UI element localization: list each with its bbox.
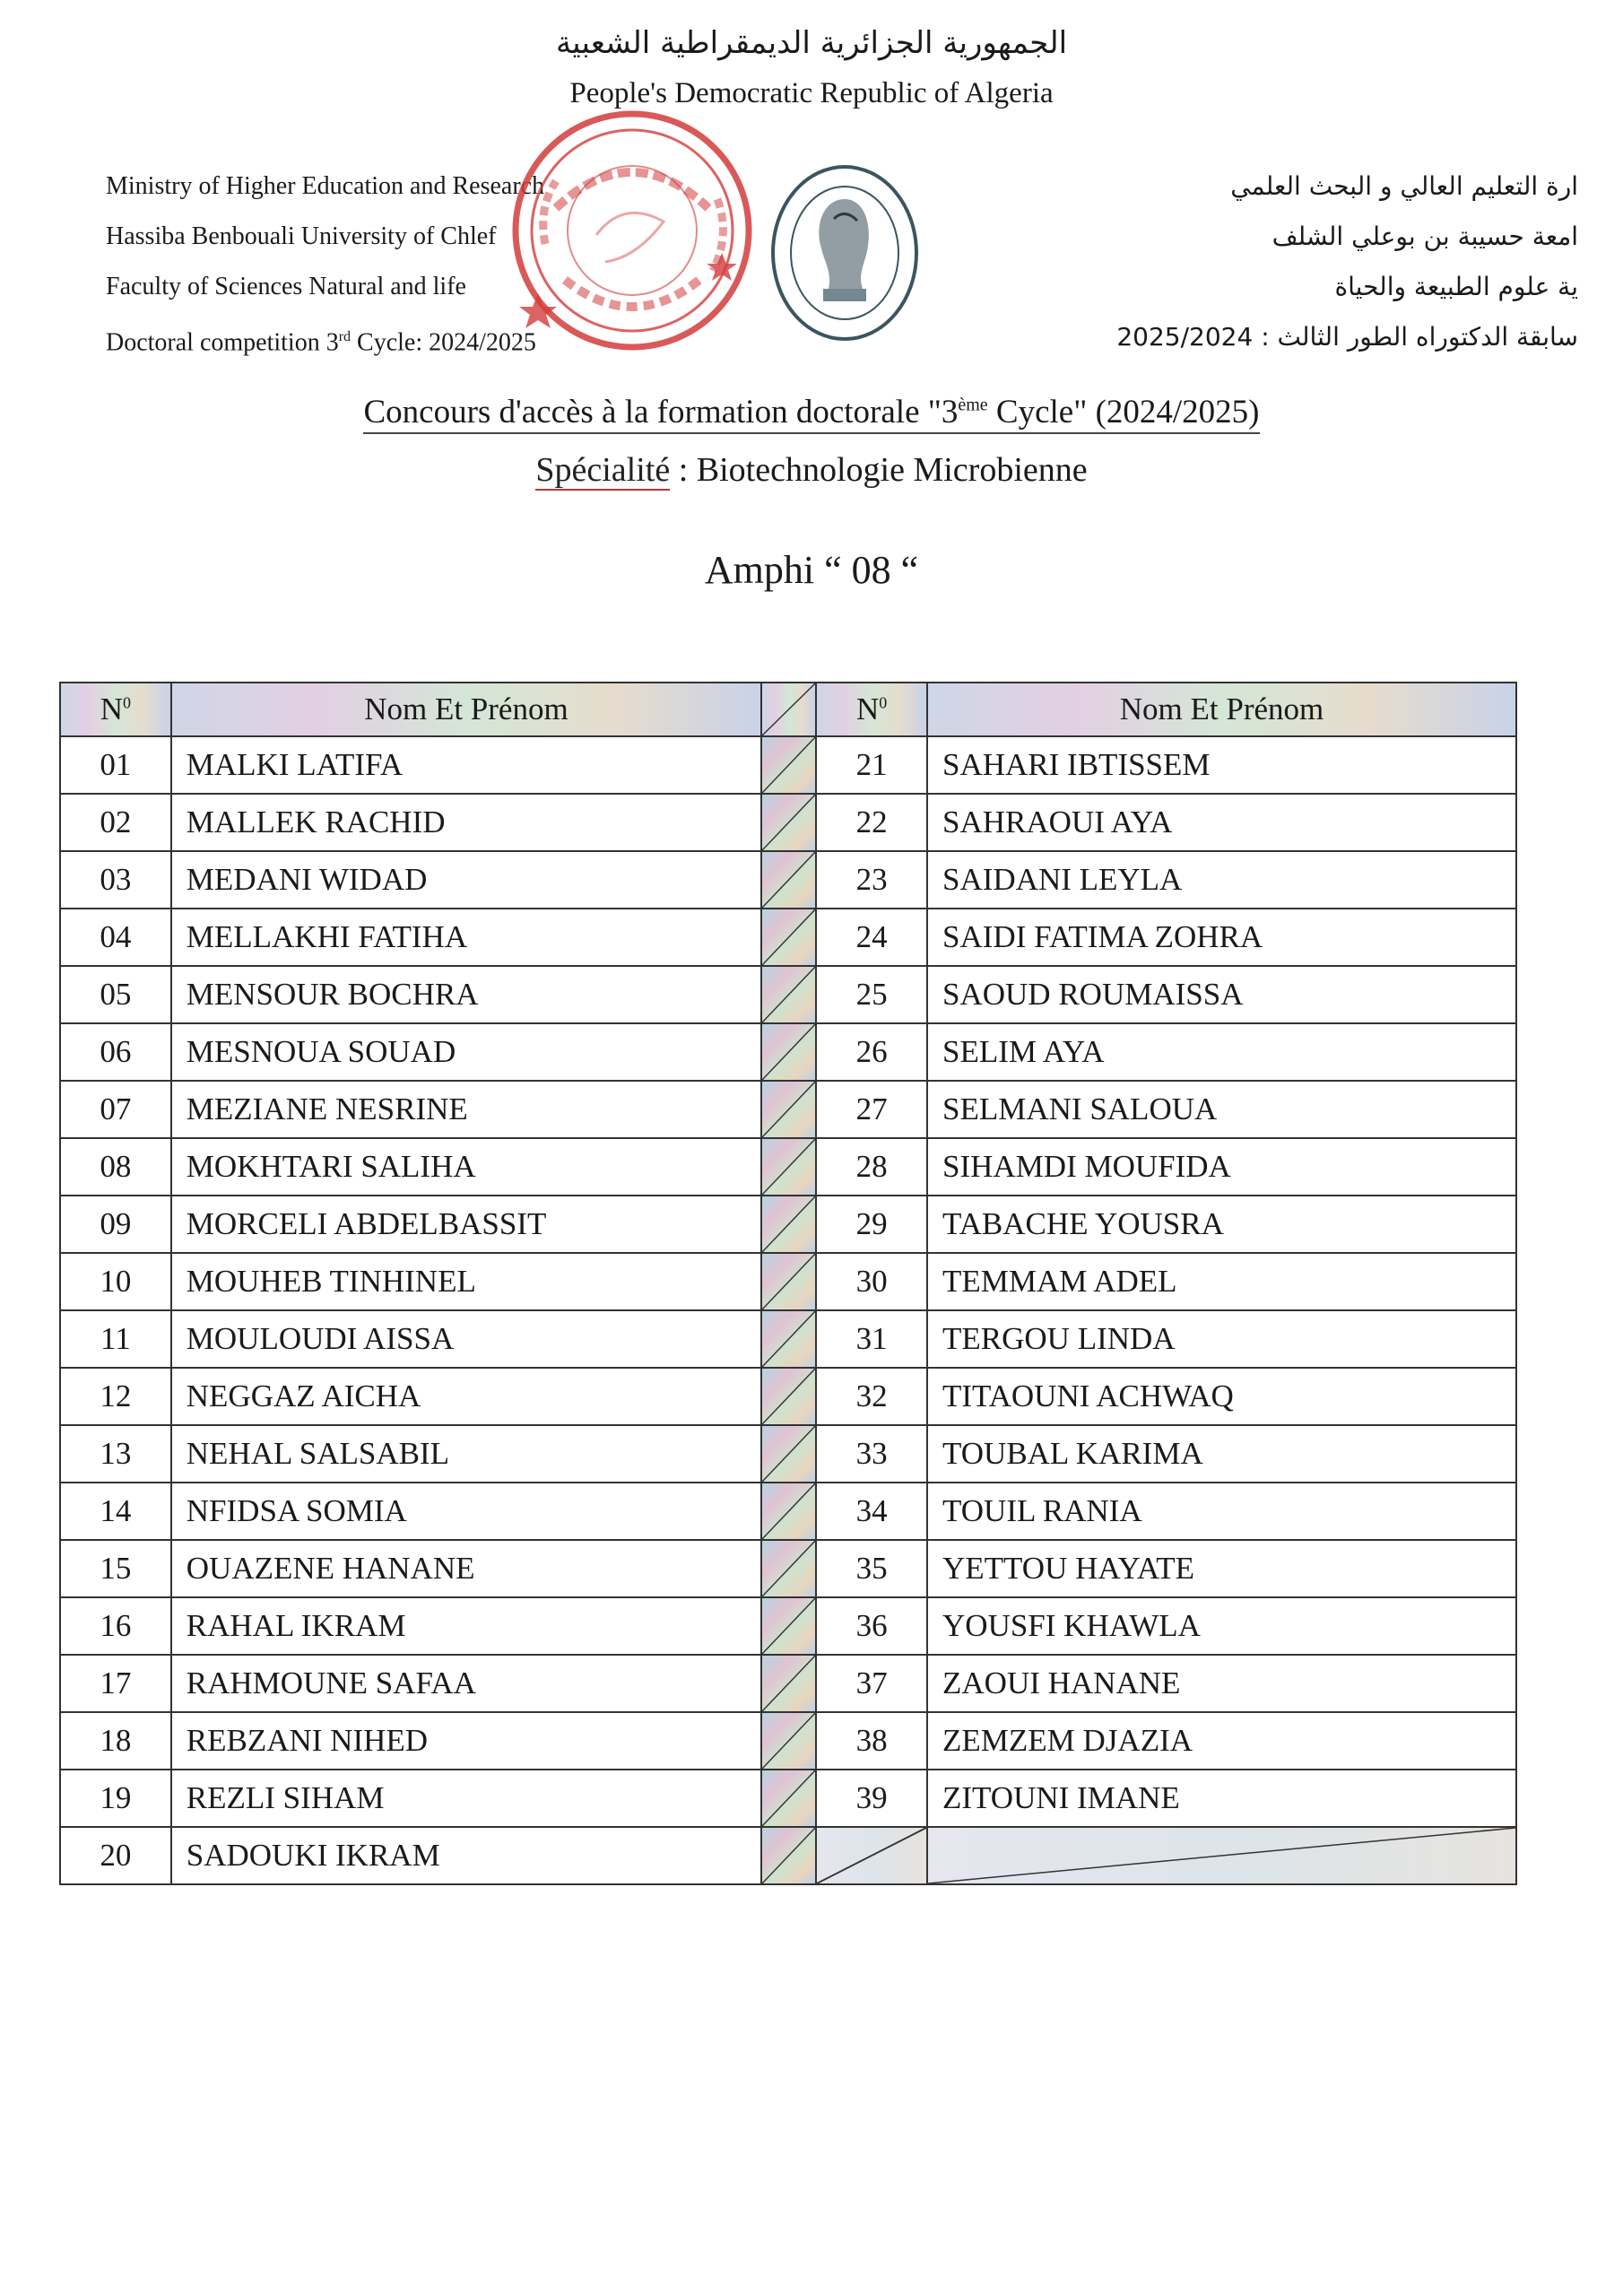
separator-cell	[761, 909, 816, 966]
separator-cell	[761, 1540, 816, 1597]
candidate-name: MOKHTARI SALIHA	[171, 1138, 761, 1196]
faculty-line: Faculty of Sciences Natural and life	[106, 273, 466, 300]
candidate-number: 01	[60, 736, 171, 794]
candidate-name: YOUSFI KHAWLA	[927, 1597, 1516, 1655]
candidate-number: 13	[60, 1425, 171, 1483]
separator-cell	[761, 736, 816, 794]
candidate-number: 24	[816, 909, 927, 966]
separator-cell	[761, 1023, 816, 1081]
title-before: Concours d'accès à la formation doctorale "3	[363, 394, 959, 430]
candidate-name: ZEMZEM DJAZIA	[927, 1712, 1516, 1770]
separator-cell	[761, 1081, 816, 1138]
separator-cell	[761, 1138, 816, 1196]
separator-cell	[761, 1655, 816, 1712]
candidates-table	[59, 682, 1517, 1885]
candidate-number: 03	[60, 851, 171, 909]
col-header-no-left: $N^0$	[60, 683, 171, 736]
separator-cell	[761, 1368, 816, 1425]
candidate-number: 35	[816, 1540, 927, 1597]
candidate-name: SAHRAOUI AYA	[927, 794, 1516, 851]
separator-cell	[761, 1483, 816, 1540]
candidate-name: TOUBAL KARIMA	[927, 1425, 1516, 1483]
title-sup: ème	[958, 395, 988, 415]
candidate-name: MESNOUA SOUAD	[171, 1023, 761, 1081]
table-row	[60, 1081, 1516, 1138]
candidate-number: 39	[816, 1770, 927, 1827]
candidate-name: NEGGAZ AICHA	[171, 1368, 761, 1425]
table-row	[60, 1827, 1516, 1884]
candidate-number: 12	[60, 1368, 171, 1425]
candidate-number: 23	[816, 851, 927, 909]
separator-cell	[761, 1770, 816, 1827]
separator-cell	[761, 1253, 816, 1310]
separator-cell	[761, 794, 816, 851]
candidate-name: SADOUKI IKRAM	[171, 1827, 761, 1884]
table-row	[60, 1597, 1516, 1655]
competition-title	[0, 393, 1623, 431]
arabic-republic-title: الجمهورية الجزائرية الديمقراطية الشعبية	[555, 25, 1068, 61]
candidate-number: 26	[816, 1023, 927, 1081]
table-row	[60, 1425, 1516, 1483]
separator-cell	[761, 1597, 816, 1655]
separator-cell	[761, 1827, 816, 1884]
candidate-name: MALKI LATIFA	[171, 736, 761, 794]
candidate-number: 21	[816, 736, 927, 794]
candidate-name: OUAZENE HANANE	[171, 1540, 761, 1597]
english-republic-title: People's Democratic Republic of Algeria	[569, 77, 1054, 109]
candidate-name: NEHAL SALSABIL	[171, 1425, 761, 1483]
candidate-name: SELMANI SALOUA	[927, 1081, 1516, 1138]
candidate-number: 20	[60, 1827, 171, 1884]
table-row	[60, 1483, 1516, 1540]
col-header-name-right: Nom Et Prénom	[927, 683, 1516, 736]
candidate-number: 09	[60, 1196, 171, 1253]
candidate-name: MELLAKHI FATIHA	[171, 909, 761, 966]
candidate-number: 33	[816, 1425, 927, 1483]
competition-line-ar: سابقة الدكتوراه الطور الثالث : 2025/2024	[1116, 322, 1578, 352]
right-header-block	[1116, 161, 1578, 362]
room-title: Amphi “ 08 “	[704, 548, 919, 592]
candidate-name: ZITOUNI IMANE	[927, 1770, 1516, 1827]
candidate-number: 08	[60, 1138, 171, 1196]
ministry-line: Ministry of Higher Education and Research	[106, 172, 545, 200]
candidate-name: MENSOUR BOCHRA	[171, 966, 761, 1023]
table-row	[60, 1138, 1516, 1196]
candidate-name: RAHMOUNE SAFAA	[171, 1655, 761, 1712]
title-after: Cycle" (2024/2025)	[987, 394, 1260, 430]
university-seal-stamp	[502, 100, 762, 361]
speciality-label: Spécialité	[535, 451, 671, 489]
candidate-number: 30	[816, 1253, 927, 1310]
separator-cell	[761, 1425, 816, 1483]
candidate-number: 16	[60, 1597, 171, 1655]
table-row	[60, 1196, 1516, 1253]
table-row	[60, 909, 1516, 966]
table-row	[60, 1540, 1516, 1597]
table-row	[60, 736, 1516, 794]
faculty-line-ar: ية علوم الطبيعة والحياة	[1334, 272, 1578, 301]
candidate-name: RAHAL IKRAM	[171, 1597, 761, 1655]
table-row	[60, 1023, 1516, 1081]
speciality-line	[0, 450, 1623, 490]
candidate-name: TITAOUNI ACHWAQ	[927, 1368, 1516, 1425]
empty-cell	[927, 1827, 1516, 1884]
separator-cell	[761, 966, 816, 1023]
candidate-number: 34	[816, 1483, 927, 1540]
candidate-name: MEZIANE NESRINE	[171, 1081, 761, 1138]
candidate-name: NFIDSA SOMIA	[171, 1483, 761, 1540]
candidate-number: 02	[60, 794, 171, 851]
candidate-number: 29	[816, 1196, 927, 1253]
col-header-name-left: Nom Et Prénom	[171, 683, 761, 736]
candidate-number: 06	[60, 1023, 171, 1081]
candidate-name: TABACHE YOUSRA	[927, 1196, 1516, 1253]
candidate-name: SELIM AYA	[927, 1023, 1516, 1081]
speciality-sep: :	[670, 451, 697, 489]
candidate-name: MEDANI WIDAD	[171, 851, 761, 909]
candidate-name: TEMMAM ADEL	[927, 1253, 1516, 1310]
university-logo	[769, 163, 920, 343]
candidate-number: 37	[816, 1655, 927, 1712]
candidate-name: ZAOUI HANANE	[927, 1655, 1516, 1712]
candidate-name: MOUHEB TINHINEL	[171, 1253, 761, 1310]
separator-cell	[761, 851, 816, 909]
table-row	[60, 794, 1516, 851]
candidate-name: TOUIL RANIA	[927, 1483, 1516, 1540]
candidate-number: 15	[60, 1540, 171, 1597]
speciality-value: Biotechnologie Microbienne	[696, 451, 1088, 489]
candidate-number: 28	[816, 1138, 927, 1196]
candidate-number: 25	[816, 966, 927, 1023]
separator-cell	[761, 683, 816, 736]
candidate-name: SAOUD ROUMAISSA	[927, 966, 1516, 1023]
candidate-name: YETTOU HAYATE	[927, 1540, 1516, 1597]
candidate-name: TERGOU LINDA	[927, 1310, 1516, 1368]
separator-cell	[761, 1310, 816, 1368]
candidate-number: 04	[60, 909, 171, 966]
table-row	[60, 1310, 1516, 1368]
candidate-name: REZLI SIHAM	[171, 1770, 761, 1827]
candidate-number: 17	[60, 1655, 171, 1712]
candidate-number: 10	[60, 1253, 171, 1310]
table-header-row	[60, 683, 1516, 736]
candidate-name: SAIDI FATIMA ZOHRA	[927, 909, 1516, 966]
separator-cell	[761, 1196, 816, 1253]
table-row	[60, 1655, 1516, 1712]
table-row	[60, 1253, 1516, 1310]
candidate-number: 38	[816, 1712, 927, 1770]
table-row	[60, 1368, 1516, 1425]
university-line: Hassiba Benbouali University of Chlef	[106, 222, 497, 250]
separator-cell	[761, 1712, 816, 1770]
candidate-name: MORCELI ABDELBASSIT	[171, 1196, 761, 1253]
left-header-block	[106, 161, 544, 368]
candidate-number: 11	[60, 1310, 171, 1368]
ministry-line-ar: ارة التعليم العالي و البحث العلمي	[1230, 171, 1578, 201]
competition-line: Doctoral competition 3rd Cycle: 2024/2025	[106, 328, 536, 357]
candidate-name: SAIDANI LEYLA	[927, 851, 1516, 909]
candidate-number: 31	[816, 1310, 927, 1368]
university-line-ar: امعة حسيبة بن بوعلي الشلف	[1271, 222, 1578, 251]
candidate-name: MOULOUDI AISSA	[171, 1310, 761, 1368]
table-row	[60, 966, 1516, 1023]
candidate-name: SAHARI IBTISSEM	[927, 736, 1516, 794]
table-row	[60, 851, 1516, 909]
candidate-number: 27	[816, 1081, 927, 1138]
candidate-number: 05	[60, 966, 171, 1023]
candidate-number: 32	[816, 1368, 927, 1425]
candidate-name: REBZANI NIHED	[171, 1712, 761, 1770]
table-row	[60, 1712, 1516, 1770]
candidate-name: SIHAMDI MOUFIDA	[927, 1138, 1516, 1196]
col-header-no-right: $N^0$	[816, 683, 927, 736]
candidate-number: 19	[60, 1770, 171, 1827]
candidate-number: 22	[816, 794, 927, 851]
candidate-number: 36	[816, 1597, 927, 1655]
table-row	[60, 1770, 1516, 1827]
empty-cell	[816, 1827, 927, 1884]
candidate-name: MALLEK RACHID	[171, 794, 761, 851]
candidate-number: 18	[60, 1712, 171, 1770]
candidate-number: 14	[60, 1483, 171, 1540]
candidate-number: 07	[60, 1081, 171, 1138]
